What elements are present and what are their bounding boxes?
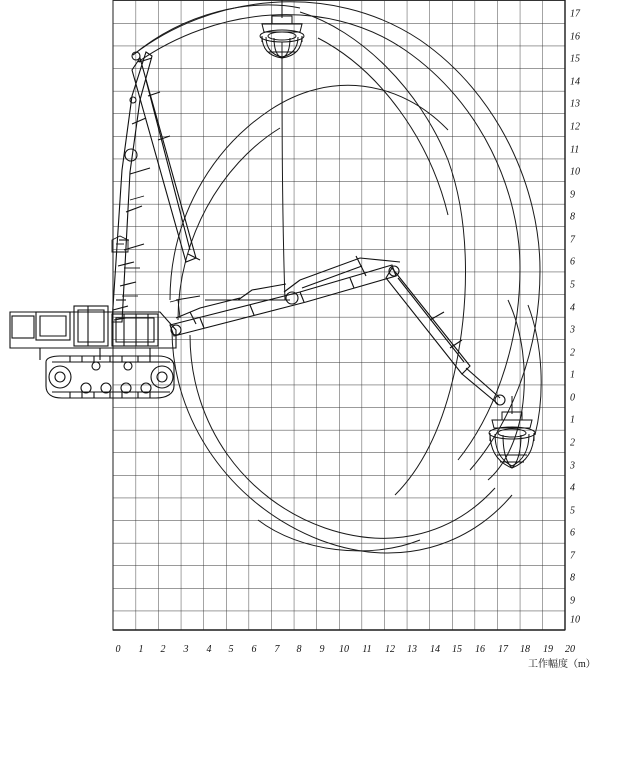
x-tick-9: 9 xyxy=(319,644,325,655)
x-axis-caption: 工作幅度（m） xyxy=(528,659,596,670)
y-tick-13: 13 xyxy=(570,98,580,110)
x-tick-1: 1 xyxy=(138,644,144,655)
x-tick-10: 10 xyxy=(339,644,349,655)
y-tick-5: 5 xyxy=(570,279,575,291)
x-tick-7: 7 xyxy=(274,644,280,655)
y-tick-11: 11 xyxy=(570,144,580,156)
x-tick-8: 8 xyxy=(296,644,302,655)
y-tick-15: 15 xyxy=(570,53,580,65)
x-tick-15: 15 xyxy=(452,644,462,655)
x-tick-4: 4 xyxy=(206,644,212,655)
y-tick-1: 1 xyxy=(570,369,575,381)
x-tick-0: 0 xyxy=(115,644,121,655)
grid xyxy=(113,0,565,630)
x-tick-11: 11 xyxy=(362,644,372,655)
x-tick-3: 3 xyxy=(183,644,189,655)
x-tick-16: 16 xyxy=(475,644,485,655)
y-tick-m7: 7 xyxy=(570,550,575,562)
y-tick-m3: 3 xyxy=(570,460,575,472)
y-tick-10: 10 xyxy=(570,166,580,178)
y-tick-2: 2 xyxy=(570,347,575,359)
y-tick-8: 8 xyxy=(570,211,575,223)
y-tick-6: 6 xyxy=(570,256,575,268)
x-tick-18: 18 xyxy=(520,644,530,655)
x-tick-20: 20 xyxy=(565,644,575,655)
y-tick-16: 16 xyxy=(570,31,580,43)
y-tick-m2: 2 xyxy=(570,437,575,449)
y-tick-m1: 1 xyxy=(570,414,575,426)
y-tick-17: 17 xyxy=(570,8,580,20)
y-tick-0: 0 xyxy=(570,392,575,404)
x-tick-17: 17 xyxy=(498,644,508,655)
y-tick-m5: 5 xyxy=(570,505,575,517)
x-tick-12: 12 xyxy=(385,644,395,655)
x-tick-13: 13 xyxy=(407,644,417,655)
y-tick-m8: 8 xyxy=(570,572,575,584)
y-tick-12: 12 xyxy=(570,121,580,133)
y-tick-14: 14 xyxy=(570,76,580,88)
x-tick-6: 6 xyxy=(251,644,257,655)
x-tick-14: 14 xyxy=(430,644,440,655)
y-tick-3: 3 xyxy=(570,324,575,336)
y-tick-m10: 10 xyxy=(570,614,580,626)
x-tick-5: 5 xyxy=(228,644,234,655)
y-tick-m4: 4 xyxy=(570,482,575,494)
y-tick-7: 7 xyxy=(570,234,575,246)
y-tick-m6: 6 xyxy=(570,527,575,539)
y-tick-9: 9 xyxy=(570,189,575,201)
x-tick-19: 19 xyxy=(543,644,553,655)
y-tick-m9: 9 xyxy=(570,595,575,607)
y-tick-4: 4 xyxy=(570,302,575,314)
x-tick-2: 2 xyxy=(160,644,166,655)
